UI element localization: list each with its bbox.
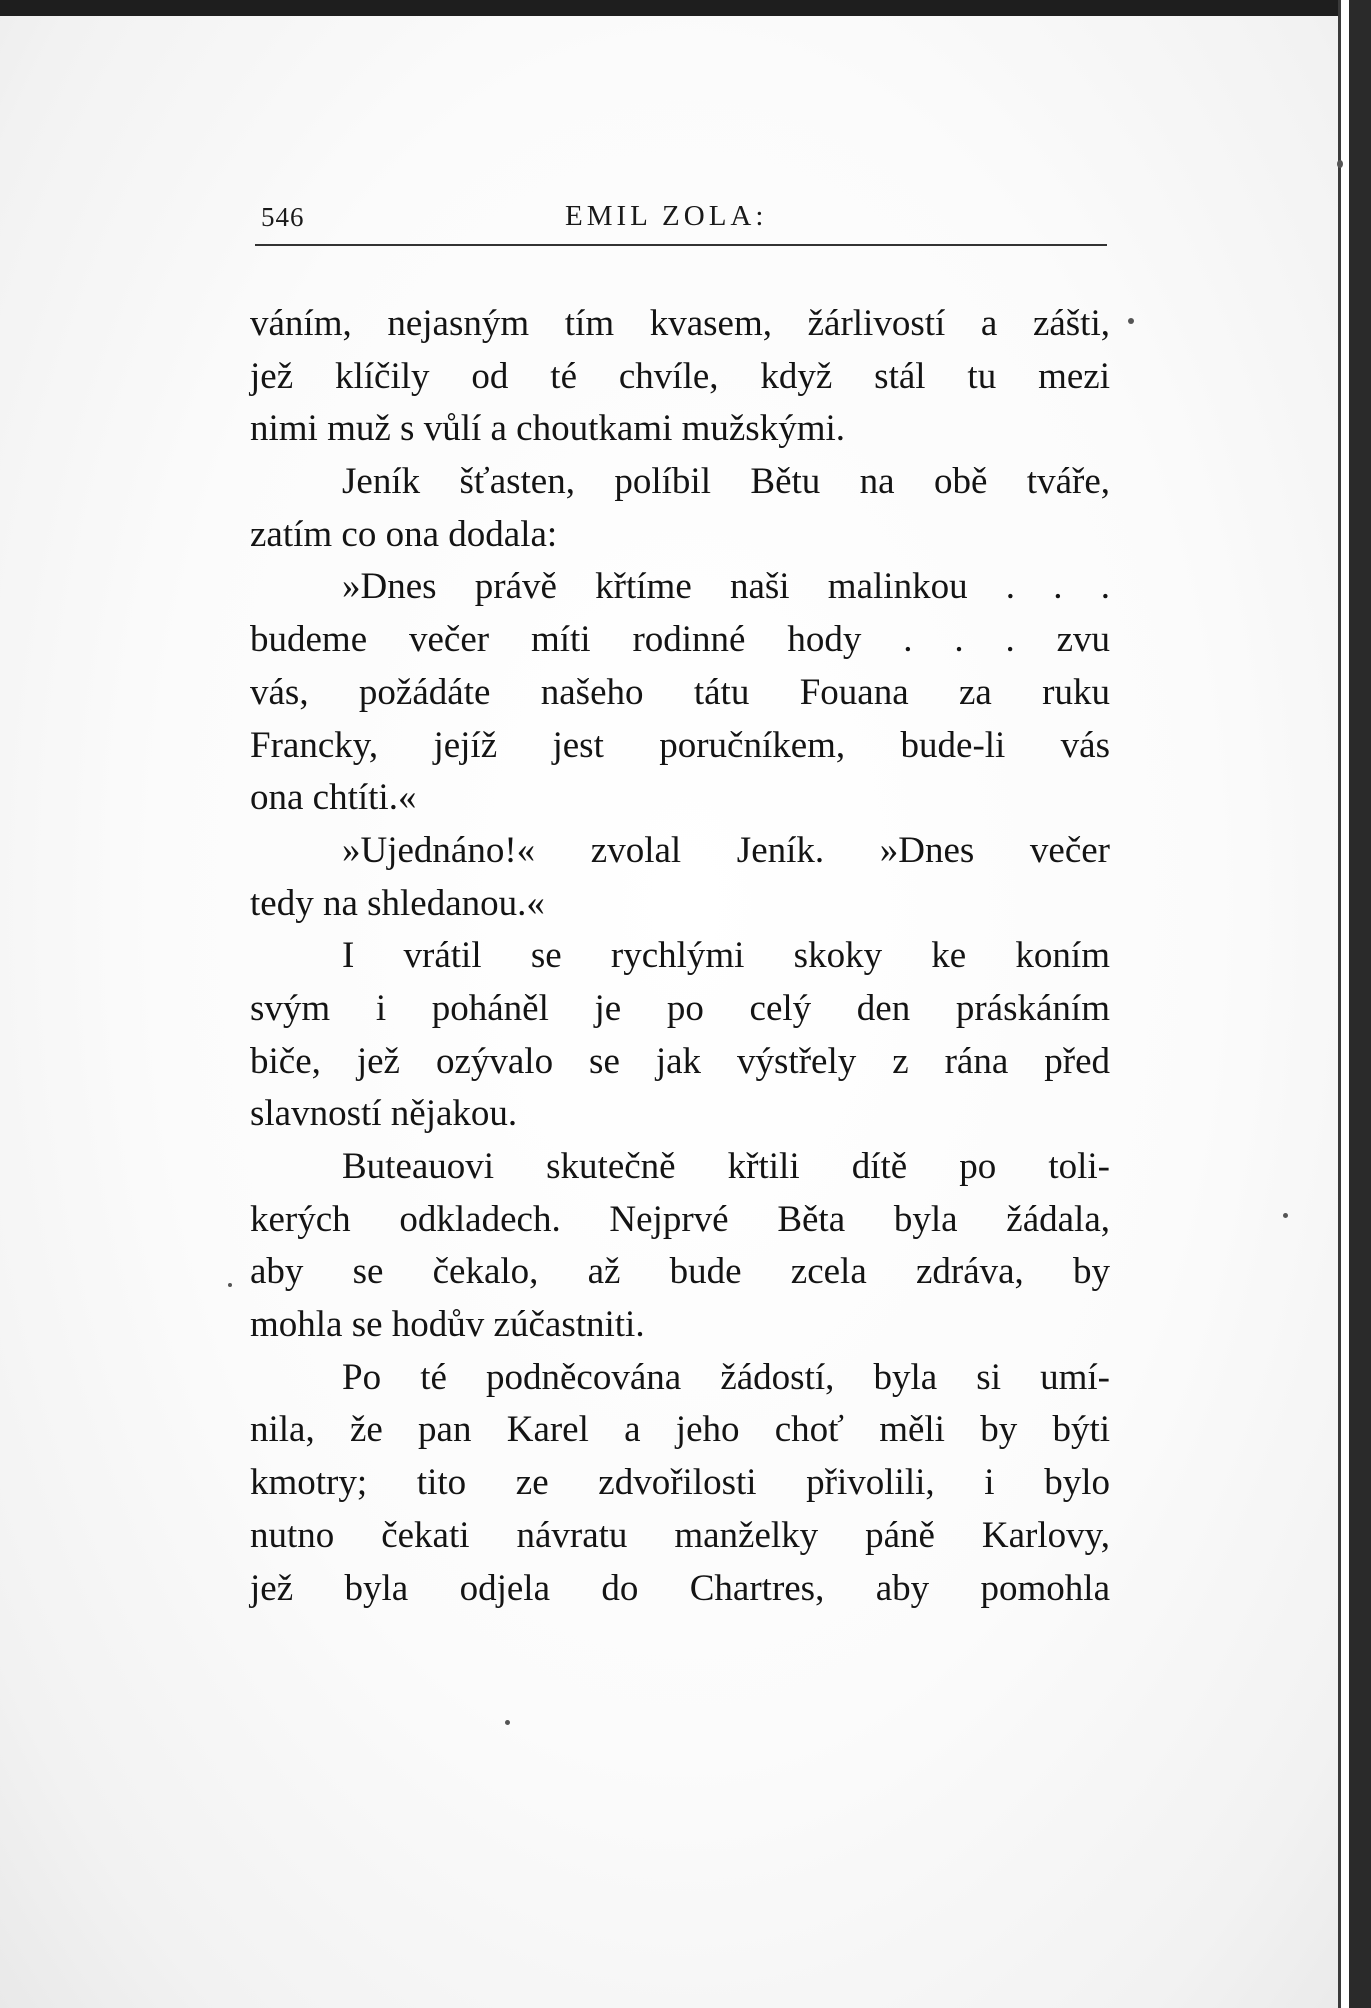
text-line: tedy na shledanou.«: [250, 882, 545, 924]
text-line: zatím co ona dodala:: [250, 513, 558, 555]
page-header: [255, 196, 1107, 236]
text-line: Buteauovi skutečně křtili dítě po toli-: [342, 1146, 1110, 1187]
text-line: nila, že pan Karel a jeho choť měli by býti: [250, 1409, 1110, 1451]
text-line: »Ujednáno!« zvolal Jeník. »Dnes večer: [342, 829, 1110, 871]
text-line: nimi muž s vůlí a choutkami mužskými.: [250, 408, 846, 450]
text-line: Po té podněcována žádostí, byla si umí-: [342, 1356, 1110, 1398]
text-line: I vrátil se rychlými skoky ke koním: [342, 935, 1110, 977]
scan-speck: [1283, 1213, 1288, 1218]
text-line: vás, požádáte našeho tátu Fouana za ruku: [250, 671, 1110, 713]
body-text: [250, 298, 1110, 1615]
text-line: jež klíčily od té chvíle, když stál tu mezi: [250, 355, 1110, 397]
header-rule: [255, 244, 1107, 246]
scan-speck: [1337, 160, 1343, 168]
scan-edge-top: [0, 0, 1371, 16]
scan-speck: [505, 1720, 510, 1725]
text-line: mohla se hodův zúčastniti.: [250, 1304, 645, 1346]
text-line: nutno čekati návratu manželky páně Karlovy,: [250, 1514, 1110, 1556]
scan-edge-gap: [1341, 0, 1349, 2008]
text-line: ona chtíti.«: [250, 777, 417, 819]
text-line: budeme večer míti rodinné hody . . . zvu: [250, 619, 1110, 661]
running-head: EMIL ZOLA:: [565, 200, 768, 232]
text-line: Francky, jejíž jest poručníkem, bude-li vás: [250, 724, 1110, 766]
text-line: »Dnes právě křtíme naši malinkou . . .: [342, 566, 1110, 608]
text-line: slavností nějakou.: [250, 1093, 518, 1135]
page-number: 546: [261, 202, 305, 232]
scan-edge-right: [1349, 0, 1371, 2008]
text-line: biče, jež ozývalo se jak výstřely z rána před: [250, 1040, 1110, 1082]
scan-speck: [228, 1283, 232, 1287]
text-line: jež byla odjela do Chartres, aby pomohla: [250, 1567, 1110, 1609]
text-line: kmotry; tito ze zdvořilosti přivolili, i bylo: [250, 1462, 1110, 1504]
text-line: svým i poháněl je po celý den práskáním: [250, 987, 1110, 1029]
text-line: váním, nejasným tím kvasem, žárlivostí a zášti,: [250, 303, 1110, 344]
text-line: kerých odkladech. Nejprvé Běta byla žádala,: [250, 1198, 1110, 1240]
text-line: Jeník šťasten, políbil Bětu na obě tváře,: [342, 461, 1110, 503]
scan-speck: [1128, 318, 1134, 324]
text-line: aby se čekalo, až bude zcela zdráva, by: [250, 1251, 1110, 1293]
